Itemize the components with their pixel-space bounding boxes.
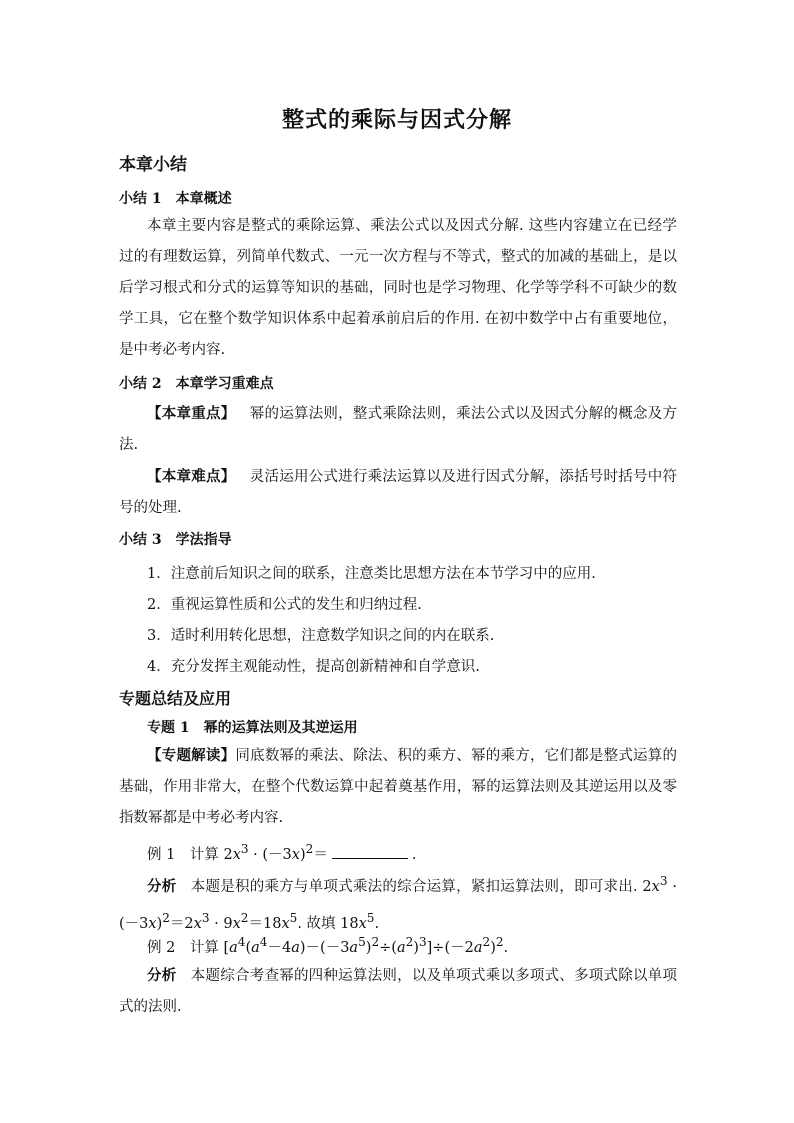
example-1-answer-prefix: 故填 [306,915,336,932]
example-2-expression: $[a^4(a^4-4a)-(-3a^5)^2\div(a^2)^3]\div(-2a^2)^2$. [223,935,509,956]
example-1-analysis: 分析 本题是积的乘方与单项式乘法的综合运算，紧扣运算法则，即可求出. $2x^3 \cdot (-3x)^2=2x^3 \cdot 9x^2=18x^5$. 故填 $18x^5$. [119,874,677,932]
key-points-label: 【本章重点】 [147,405,236,422]
tip-item: 1．注意前后知识之间的联系，注意类比思想方法在本节学习中的应用. [147,566,596,582]
document-title: 整式的乘际与因式分解 [281,107,512,133]
key-points-text: 幂的运算法则，整式乘除法则，乘法公式以及因式分解的概念及方法. [119,406,678,453]
summary-1-heading: 小结 1 本章概述 [119,191,232,207]
topic-reading-label: 【专题解读】 [147,747,236,764]
chapter-heading: 本章小结 [119,155,187,175]
summary-2-heading: 小结 2 本章学习重难点 [119,376,274,392]
example-1-analysis-text: 本题是积的乘方与单项式乘法的综合运算，紧扣运算法则，即可求出. [190,878,638,895]
example-2-label: 例 2 计算 [147,939,219,956]
example-2-analysis [119,960,677,1023]
answer-blank [332,846,408,859]
key-points-paragraph [119,398,677,461]
tip-item: 3．适时利用转化思想，注意数学知识之间的内在联系. [147,628,495,644]
example-2-analysis-text: 本题综合考查幂的四种运算法则，以及单项式乘以多项式、多项式除以单项式的法则. [119,968,678,1015]
analysis-label: 分析 [147,967,177,984]
example-1-tail: . [411,846,417,863]
example-2 [147,935,508,957]
topic-1-heading: 专题 1 幂的运算法则及其逆运用 [147,720,358,736]
summary-3-heading: 小结 3 学法指导 [119,532,232,548]
tip-item: 4．充分发挥主观能动性，提高创新精神和自学意识. [147,659,480,675]
tip-item: 2．重视运算性质和公式的发生和归纳过程. [147,597,422,613]
example-1 [147,842,416,864]
analysis-label: 分析 [147,877,177,895]
difficulties-text: 灵活运用公式进行乘法运算以及进行因式分解，添括号时括号中符号的处理. [119,469,678,516]
example-1-expression: $2x^3 \cdot (-3x)^2=$ [223,842,328,863]
topic-reading-text: 同底数幂的乘法、除法、积的乘方、幂的乘方，它们都是整式运算的基础，作用非常大，在整个代数运算中起着奠基作用，幂的运算法则及其逆运用以及零指数幂都是中考必考内容. [119,748,678,826]
summary-1-body: 本章主要内容是整式的乘除运算、乘法公式以及因式分解. 这些内容建立在已经学过的有理数运算，列简单代数式、一元一次方程与不等式，整式的加减的基础上，是以后学习根式和分式的运算等知识的基础，同时也是学习物理、化学等学科不可缺少的数学工具，它在整个数学知识体系中起着承前启后的作用. 在初中数学中占有重要地位，是中考必考内容. [119,218,677,358]
difficulties-label: 【本章难点】 [147,468,236,485]
topic-reading-paragraph [119,740,677,834]
special-topics-heading: 专题总结及应用 [119,689,232,708]
example-1-label: 例 1 计算 [147,846,219,863]
difficulties-paragraph [119,461,677,524]
